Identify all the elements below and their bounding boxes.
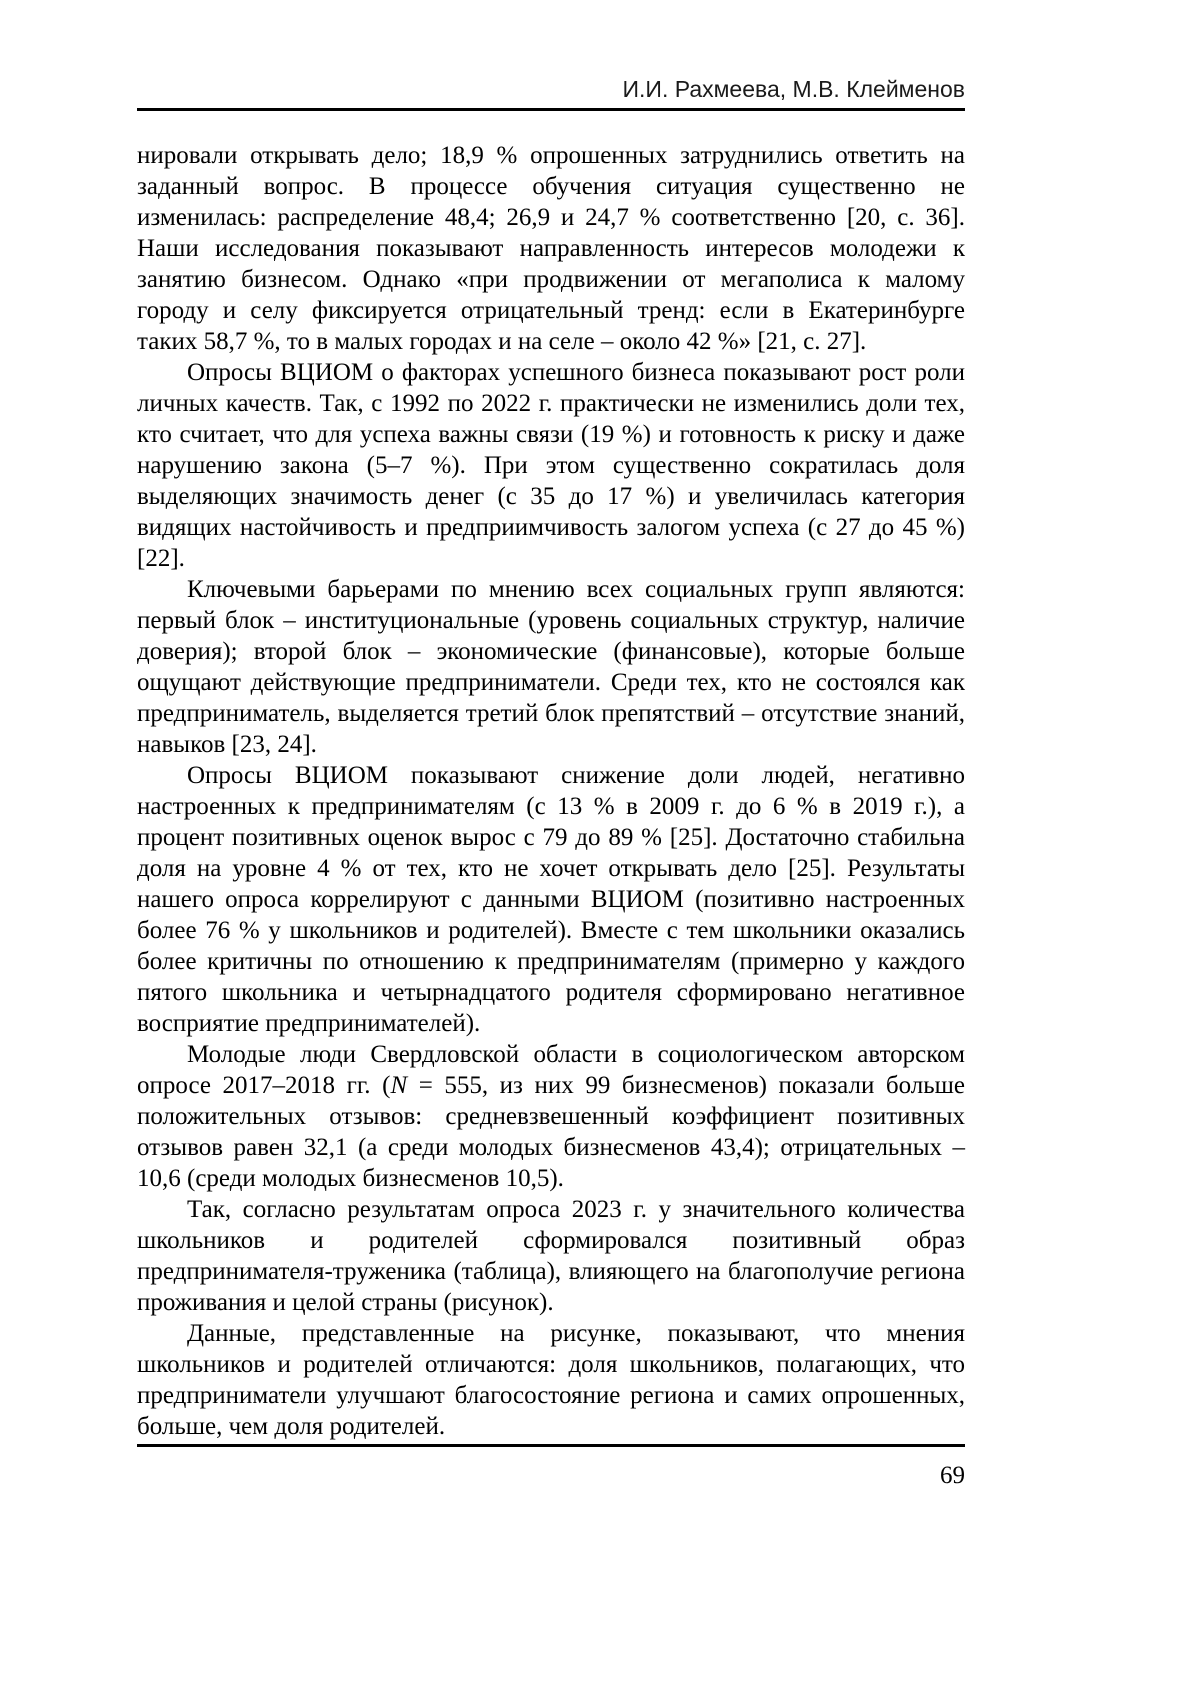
paragraph-5-text-before: Молодые люди Свердловской области в социологическом авторском опросе 2017–2018 гг. ( (137, 1041, 965, 1099)
paragraph-5-italic-n: N (390, 1072, 408, 1099)
paragraph-2: Опросы ВЦИОМ о факторах успешного бизнеса показывают рост роли личных качеств. Так, с 1992 по 2022 г. практически не изменились доли тех, кто считает, что для успеха важны связи (19 %) и готовность к риску и даже нарушению закона (5–7 %). При этом существенно сократилась доля выделяющих значимость денег (с 35 до 17 %) и увеличилась категория видящих настойчивость и предприимчивость залогом успеха (с 27 до 45 %) [22]. (137, 359, 965, 572)
header-rule (137, 108, 965, 111)
paragraph-3: Ключевыми барьерами по мнению всех социальных групп являются: первый блок – институциональные (уровень социальных структур, наличие доверия); второй блок – экономические (финансовые), которые больше ощущают действующие предприниматели. Среди тех, кто не состоялся как предприниматель, выделяется третий блок препятствий – отсутствие знаний, навыков [23, 24]. (137, 576, 965, 758)
paragraph-5-text-after: = 555, из них 99 бизнесменов) показали больше положительных отзывов: средневзвешенный коэффициент позитивных отзывов равен 32,1 (а среди молодых бизнесменов 43,4); отрицательных – 10,6 (среди молодых бизнесменов 10,5). (137, 1072, 965, 1192)
paragraph-1: нировали открывать дело; 18,9 % опрошенных затруднились ответить на заданный вопрос. В процессе обучения ситуация существенно не изменилась: распределение 48,4; 26,9 и 24,7 % соответственно [20, с. 36]. Наши исследования показывают направленность интересов молодежи к занятию бизнесом. Однако «при продвижении от мегаполиса к малому городу и селу фиксируется отрицательный тренд: если в Екатеринбурге таких 58,7 %, то в малых городах и на селе – около 42 %» [21, с. 27]. (137, 142, 965, 355)
paragraph-5 (137, 1039, 965, 1194)
paragraph-6: Так, согласно результатам опроса 2023 г. у значительного количества школьников и родителей сформировался позитивный образ предпринимателя-труженика (таблица), влияющего на благополучие региона проживания и целой страны (рисунок). (137, 1196, 965, 1316)
running-head-authors: И.И. Рахмеева, М.В. Клейменов (622, 76, 965, 102)
paragraph-7: Данные, представленные на рисунке, показывают, что мнения школьников и родителей отличаются: доля школьников, полагающих, что предприниматели улучшают благосостояние региона и самих опрошенных, больше, чем доля родителей. (137, 1320, 965, 1440)
paragraph-4: Опросы ВЦИОМ показывают снижение доли людей, негативно настроенных к предпринимателям (с 13 % в 2009 г. до 6 % в 2019 г.), а процент позитивных оценок вырос с 79 до 89 % [25]. Достаточно стабильна доля на уровне 4 % от тех, кто не хочет открывать дело [25]. Результаты нашего опроса коррелируют с данными ВЦИОМ (позитивно настроенных более 76 % у школьников и родителей). Вместе с тем школьники оказались более критичны по отношению к предпринимателям (примерно у каждого пятого школьника и четырнадцатого родителя сформировано негативное восприятие предпринимателей). (137, 762, 965, 1037)
page-number: 69 (940, 1462, 965, 1489)
body-text (137, 140, 965, 1442)
footer-rule (137, 1444, 965, 1447)
